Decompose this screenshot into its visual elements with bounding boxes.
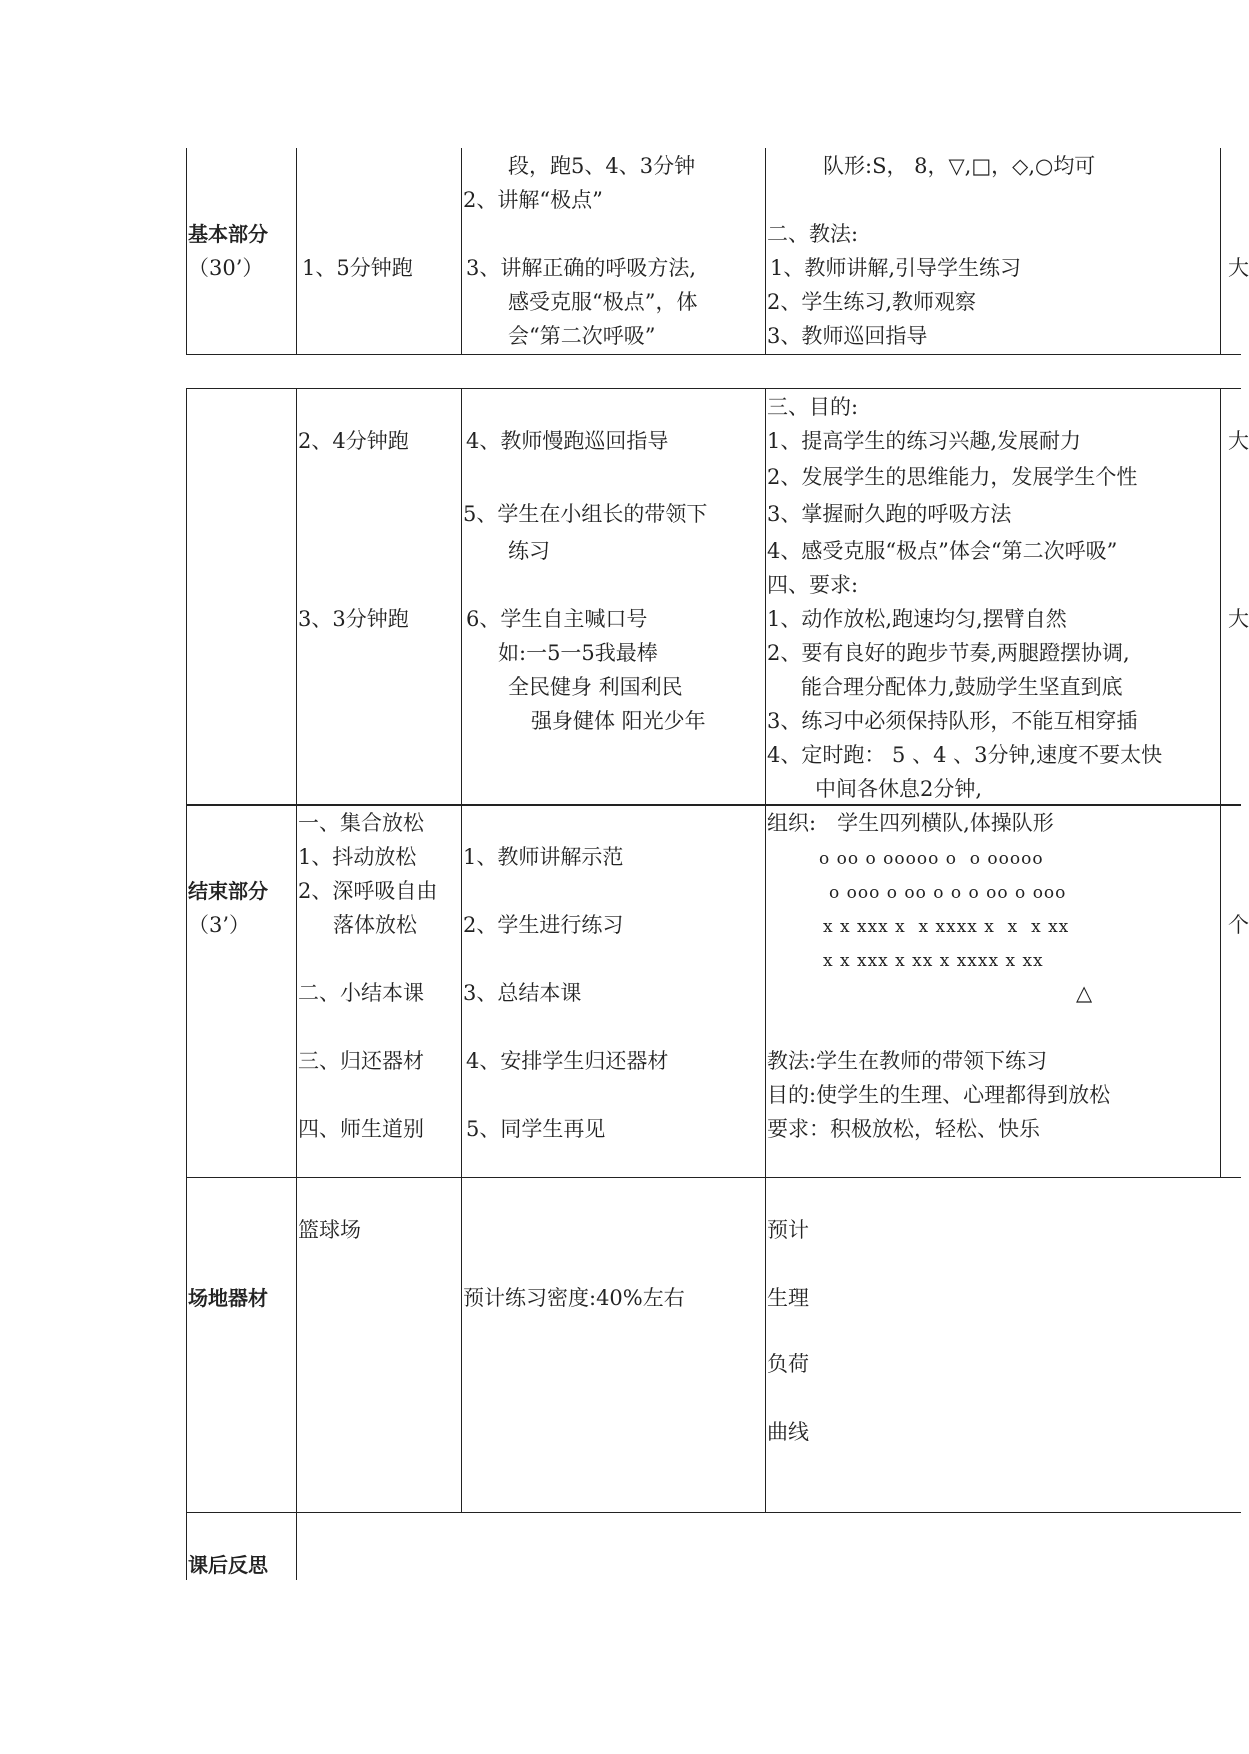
grid-line xyxy=(186,354,1241,355)
method-item: 队形:S， 8，▽,□，◇,○均可 xyxy=(823,154,1096,178)
grid-line xyxy=(186,1177,1241,1178)
formation-row: x x xxx x x xxxx x x x xx xyxy=(823,917,1070,937)
edge-char: 大 xyxy=(1228,429,1249,453)
organization-line: 组织: 学生四列横队,体操队形 xyxy=(767,811,1054,835)
teacher-item: 4、安排学生归还器材 xyxy=(466,1049,669,1073)
method-item: 能合理分配体力,鼓励学生坚直到底 xyxy=(801,675,1123,699)
content-item: 二、小结本课 xyxy=(298,981,424,1005)
teacher-item: 5、同学生再见 xyxy=(466,1117,606,1141)
method-item: 中间各休息2分钟, xyxy=(815,777,983,801)
section-label: 基本部分 xyxy=(188,222,268,246)
teacher-item: 2、讲解“极点” xyxy=(463,188,603,212)
method-item: 教法:学生在教师的带领下练习 xyxy=(767,1049,1048,1073)
content-item: 2、深呼吸自由 xyxy=(298,879,438,903)
edge-char: 个 xyxy=(1228,913,1249,937)
grid-line xyxy=(186,148,187,355)
formation-row: o oo o ooooo o o ooooo xyxy=(819,849,1044,869)
section-time: （30’） xyxy=(188,256,264,280)
formation-row: o ooo o oo o o o oo o ooo xyxy=(829,883,1067,903)
method-item: 2、学生练习,教师观察 xyxy=(767,290,977,314)
method-item: 3、教师巡回指导 xyxy=(767,324,928,348)
grid-line xyxy=(1220,388,1221,1177)
edge-char: 大 xyxy=(1228,256,1249,280)
end-section-time: （3’） xyxy=(188,913,251,937)
grid-line xyxy=(765,148,766,355)
venue-label: 场地器材 xyxy=(188,1286,268,1310)
edge-char: 大 xyxy=(1228,607,1249,631)
grid-line xyxy=(461,148,462,355)
teacher-item: 2、学生进行练习 xyxy=(463,913,624,937)
grid-line xyxy=(186,804,1241,806)
teacher-item: 全民健身 利国利民 xyxy=(508,675,683,699)
grid-line xyxy=(296,388,297,1580)
teacher-item: 段，跑5、4、3分钟 xyxy=(508,154,696,178)
method-item: 1、动作放松,跑速均匀,摆臂自然 xyxy=(767,607,1067,631)
teacher-item: 1、教师讲解示范 xyxy=(463,845,624,869)
teacher-item: 练习 xyxy=(508,539,550,563)
formation-row: x x xxx x xx x xxxx x xx xyxy=(823,951,1044,971)
teacher-position-symbol: △ xyxy=(1076,981,1093,1005)
grid-line xyxy=(765,388,766,1512)
teacher-item: 3、总结本课 xyxy=(463,981,582,1005)
content-item: 1、5分钟跑 xyxy=(302,256,413,280)
content-item: 一、集合放松 xyxy=(298,811,424,835)
teacher-item: 如:一5一5我最棒 xyxy=(498,641,658,665)
method-item: 4、感受克服“极点”体会“第二次呼吸” xyxy=(767,539,1118,563)
teacher-item: 会“第二次呼吸” xyxy=(508,324,656,348)
method-item: 1、提高学生的练习兴趣,发展耐力 xyxy=(767,429,1082,453)
load-curve-label: 生理 xyxy=(767,1286,809,1310)
load-curve-label: 预计 xyxy=(767,1218,809,1242)
teacher-item: 感受克服“极点”，体 xyxy=(508,290,698,314)
grid-line xyxy=(1220,148,1221,355)
content-item: 2、4分钟跑 xyxy=(298,429,409,453)
grid-line xyxy=(296,148,297,355)
method-item: 四、要求: xyxy=(767,573,859,597)
teacher-item: 4、教师慢跑巡回指导 xyxy=(466,429,669,453)
method-item: 3、掌握耐久跑的呼吸方法 xyxy=(767,502,1012,526)
reflection-label: 课后反思 xyxy=(188,1553,268,1577)
content-item: 三、归还器材 xyxy=(298,1049,424,1073)
venue-density: 预计练习密度:40%左右 xyxy=(463,1286,685,1310)
method-item: 4、定时跑： 5 、4 、3分钟,速度不要太快 xyxy=(767,743,1163,767)
teacher-item: 强身健体 阳光少年 xyxy=(531,709,706,733)
teacher-item: 6、学生自主喊口号 xyxy=(466,607,648,631)
content-item: 1、抖动放松 xyxy=(298,845,417,869)
method-item: 3、练习中必须保持队形，不能互相穿插 xyxy=(767,709,1138,733)
grid-line xyxy=(186,388,187,1580)
grid-line xyxy=(186,388,1241,389)
method-item: 2、发展学生的思维能力，发展学生个性 xyxy=(767,465,1138,489)
method-item: 2、要有良好的跑步节奏,两腿蹬摆协调, xyxy=(767,641,1130,665)
method-item: 三、目的: xyxy=(767,395,859,419)
method-item: 1、教师讲解,引导学生练习 xyxy=(770,256,1022,280)
load-curve-label: 负荷 xyxy=(767,1352,809,1376)
content-item: 3、3分钟跑 xyxy=(298,607,409,631)
teacher-item: 5、学生在小组长的带领下 xyxy=(463,502,708,526)
load-curve-label: 曲线 xyxy=(767,1420,809,1444)
method-item: 目的:使学生的生理、心理都得到放松 xyxy=(767,1083,1111,1107)
content-item: 落体放松 xyxy=(333,913,417,937)
method-item: 二、教法: xyxy=(767,222,859,246)
end-section-label: 结束部分 xyxy=(188,879,268,903)
teacher-item: 3、讲解正确的呼吸方法, xyxy=(466,256,697,280)
grid-line xyxy=(461,388,462,1512)
grid-line xyxy=(186,1512,1241,1513)
content-item: 四、师生道别 xyxy=(298,1117,424,1141)
venue-equipment: 篮球场 xyxy=(298,1218,361,1242)
method-item: 要求：积极放松，轻松、快乐 xyxy=(767,1117,1040,1141)
